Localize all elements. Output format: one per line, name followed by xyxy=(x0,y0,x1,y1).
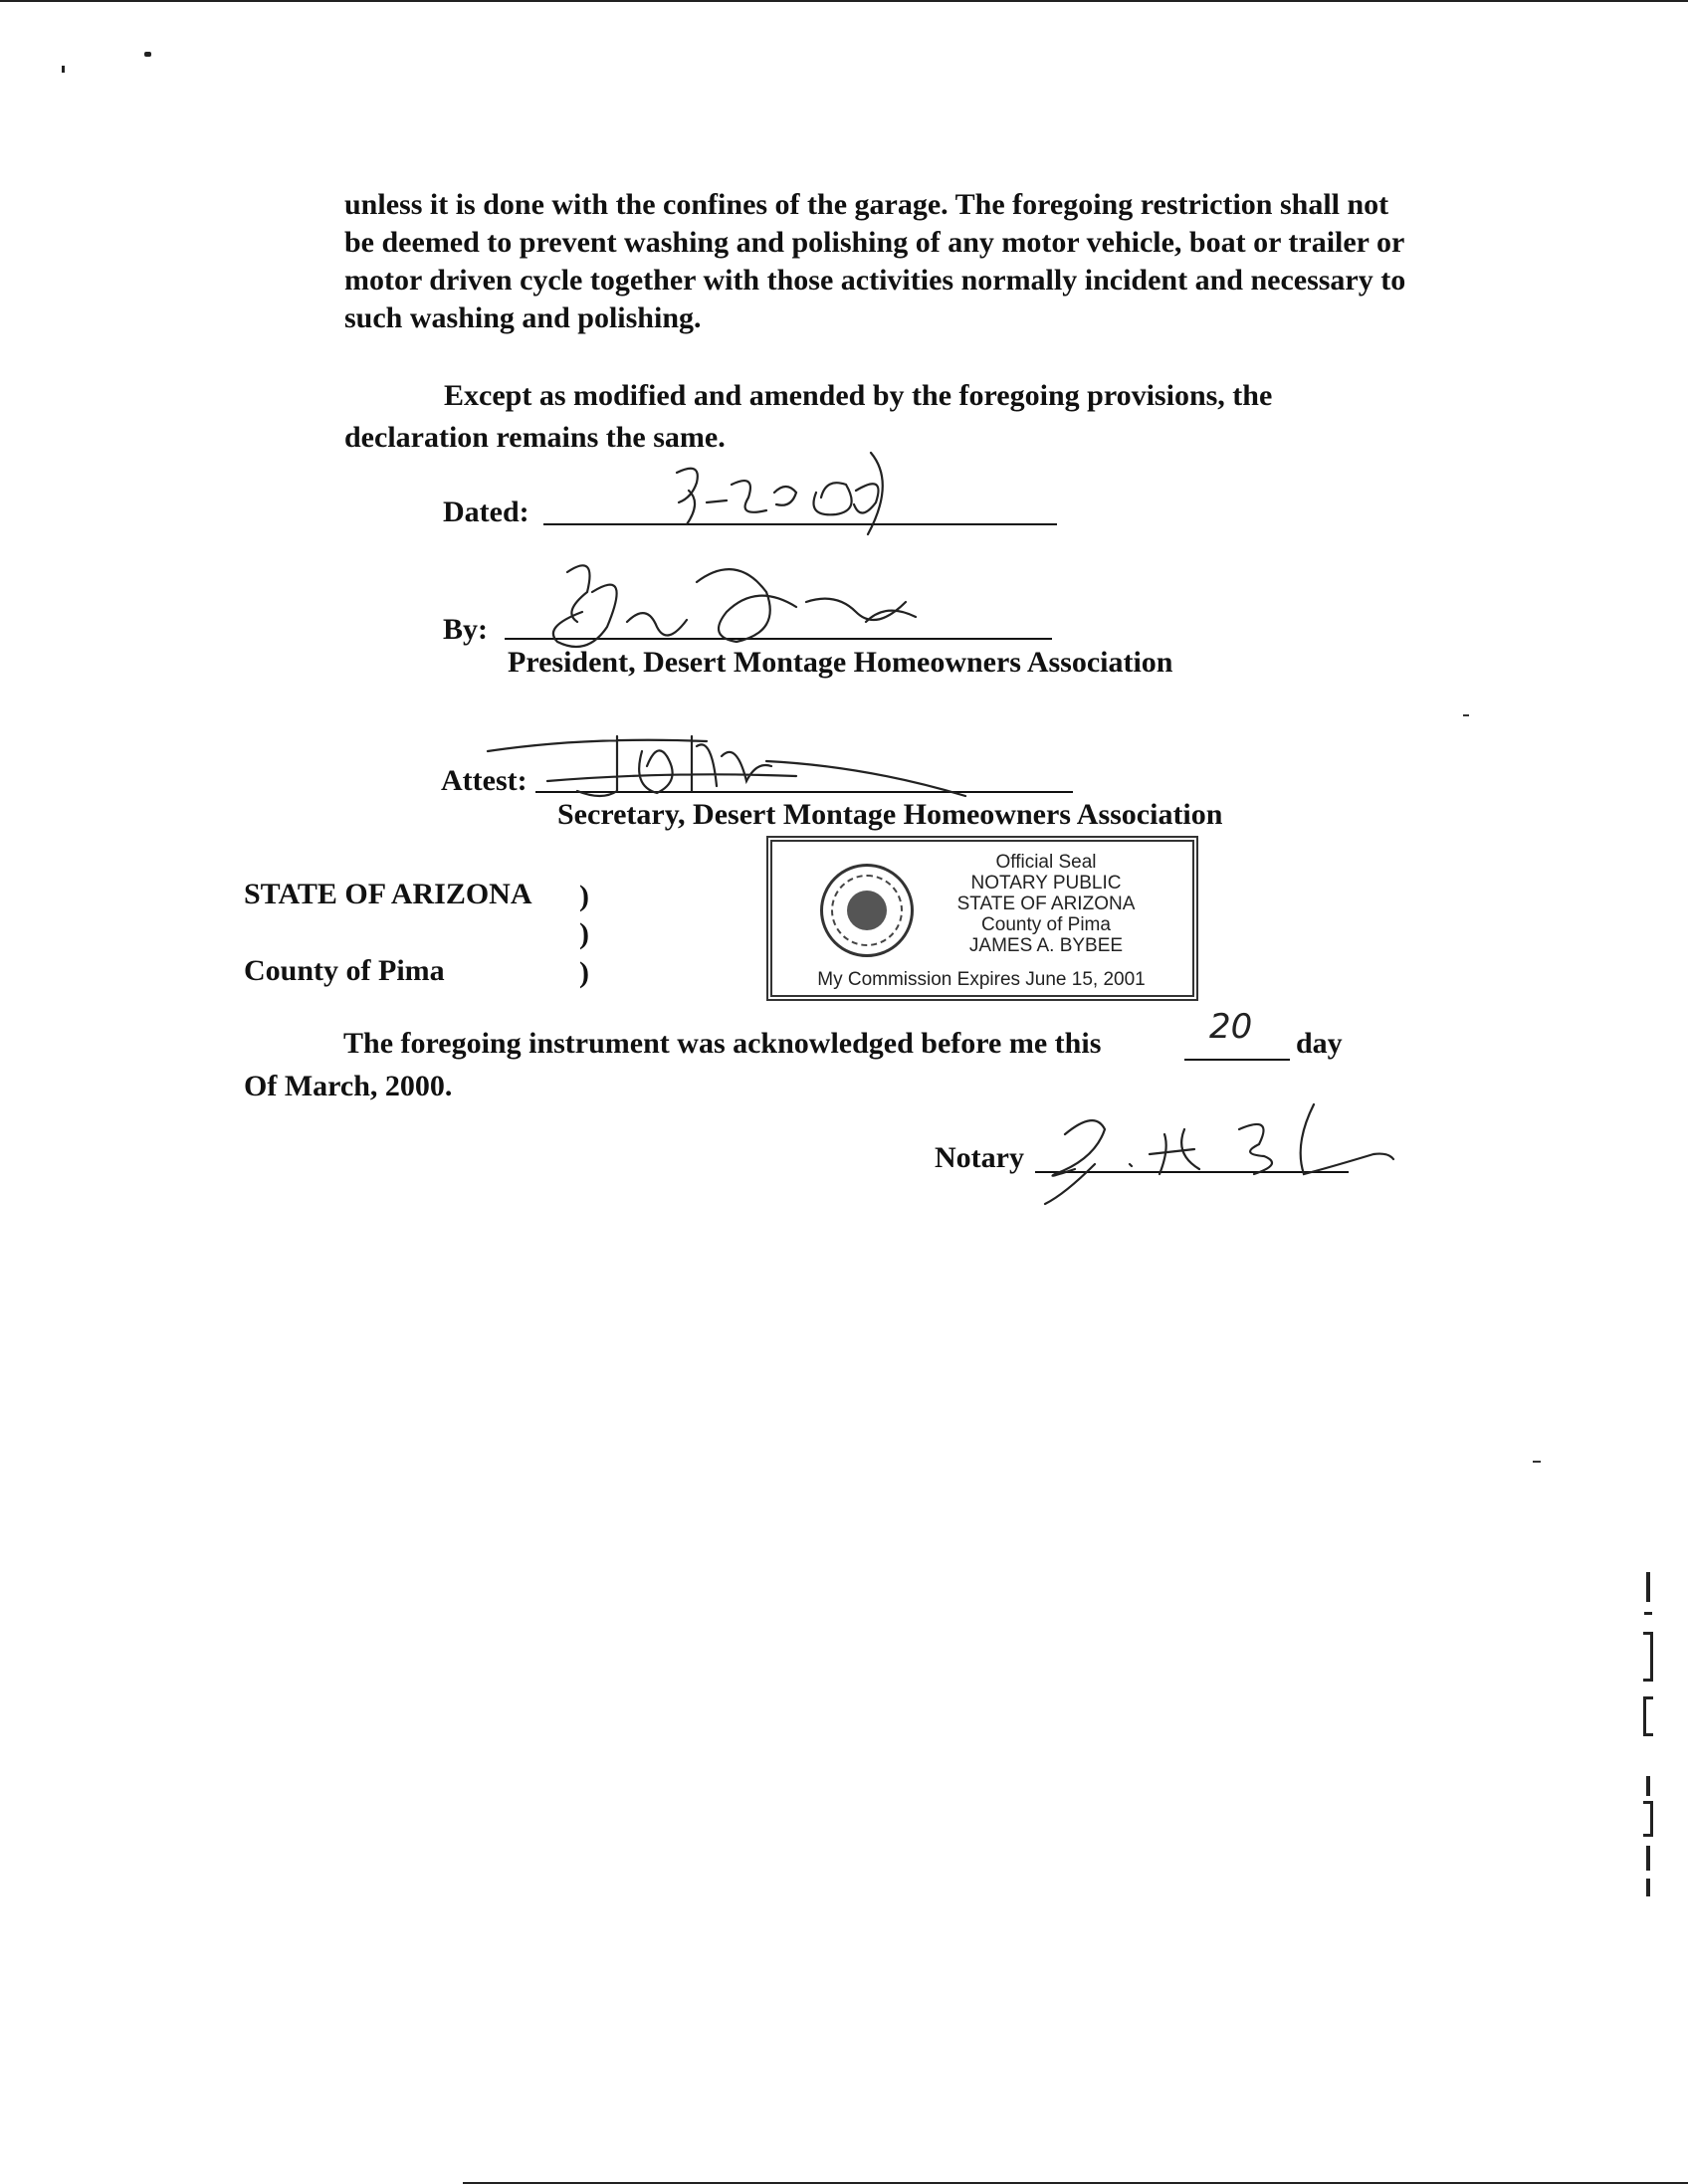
secretary-title: Secretary, Desert Montage Homeowners Association xyxy=(557,798,1223,831)
notary-label: Notary xyxy=(935,1141,1024,1174)
scan-speck xyxy=(144,52,151,57)
seal-official-seal: Official Seal xyxy=(995,852,1097,873)
notary-seal-stamp xyxy=(766,836,1198,1001)
president-title: President, Desert Montage Homeowners Association xyxy=(508,646,1173,679)
scan-top-edge xyxy=(0,0,1688,2)
body-paragraph-1: unless it is done with the confines of the garage. The foregoing restriction shall not be deemed to prevent washing and polishing of any motor vehicle, boat or trailer or motor driven cycle together with those activities normally incident and necessary to such washing and polishing. xyxy=(344,188,1406,334)
body-paragraph-2-first-line: Except as modified and amended by the foregoing provisions, the xyxy=(444,379,1273,412)
scan-dash xyxy=(1533,1461,1541,1463)
seal-state: STATE OF ARIZONA xyxy=(956,893,1136,914)
acknowledgment-day-line xyxy=(1184,1059,1290,1061)
acknowledgment-day-value: 20 xyxy=(1209,1007,1253,1047)
venue-state: STATE OF ARIZONA xyxy=(244,878,532,910)
by-label: By: xyxy=(443,613,488,646)
dated-label: Dated: xyxy=(443,496,529,528)
scan-speck xyxy=(62,66,65,73)
notary-signature xyxy=(1025,1075,1403,1214)
seal-county: County of Pima xyxy=(981,914,1111,935)
seal-commission-expiry: My Commission Expires June 15, 2001 xyxy=(817,969,1146,990)
venue-paren-1: ) xyxy=(579,880,589,912)
seal-notary-public: NOTARY PUBLIC xyxy=(970,873,1122,893)
acknowledgment-text: The foregoing instrument was acknowledged before me this xyxy=(343,1027,1102,1060)
recording-margin-marks xyxy=(1642,1562,1656,1900)
venue-paren-3: ) xyxy=(579,956,589,989)
arizona-state-seal-icon xyxy=(820,864,914,957)
seal-notary-name: JAMES A. BYBEE xyxy=(968,935,1124,956)
dated-handwritten-value xyxy=(657,443,936,542)
seal-text-block xyxy=(922,852,1170,956)
acknowledgment-day-word: day xyxy=(1296,1027,1343,1060)
acknowledgment-month-year: Of March, 2000. xyxy=(244,1070,453,1102)
scan-dash xyxy=(1463,714,1469,716)
body-paragraph-2-second-line: declaration remains the same. xyxy=(344,421,726,454)
venue-county: County of Pima xyxy=(244,954,445,987)
attest-label: Attest: xyxy=(441,764,528,797)
venue-paren-2: ) xyxy=(579,917,589,950)
